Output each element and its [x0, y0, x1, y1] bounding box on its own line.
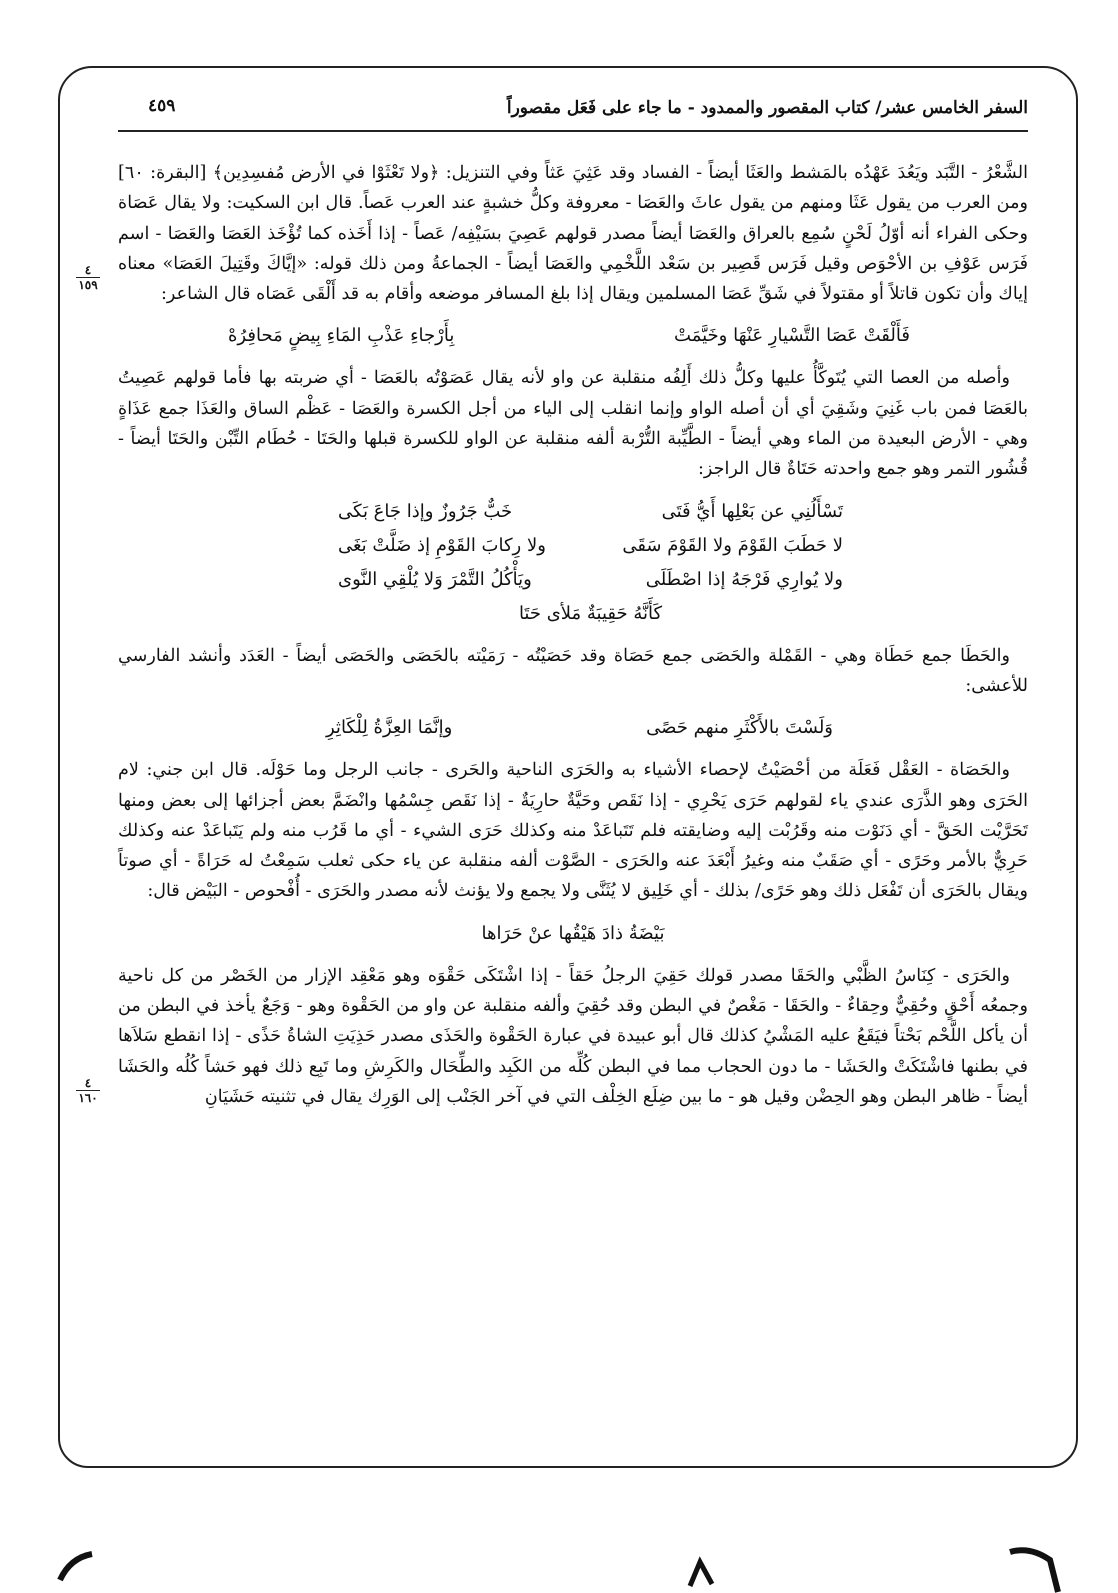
verse-first-hemistich: تَسْأَلُنِي عن بَعْلِها أَيُّ فَتَى	[661, 500, 843, 522]
margin-page: ١٦٠	[78, 1091, 98, 1105]
verse-line	[118, 529, 1028, 563]
verse-second-hemistich: بِأَرْجاءِ عَذْبِ المَاءِ بِيضٍ مَحافِرُهْ	[228, 325, 455, 347]
page-body	[118, 158, 1028, 1112]
verse-single-hemistich: بَيْضَةُ ذادَ هَيْقُها عنْ حَرَاها	[481, 922, 665, 944]
verse-second-hemistich: ولا رِكابَ القَوْمِ إذ ضَلَّتْ بَغَى	[338, 534, 546, 556]
verse-second-hemistich: خَبٌّ جَرُوزٌ وإذا جَاعَ بَكَى	[338, 500, 513, 522]
paragraph: وأصله من العصا التي يُتَوكَّأُ عليها وكلُّ ذلك أَلِفُه منقلبة عن واو لأنه يقال عَصَوْتُه بالعَصَا - أي ضربته بها فأما قولهم عَصِيتُ بالعَصَا فمن باب غَنِيَ وشَقِيَ أي أن أصله الواو وإنما انقلب إلى الياء من أجل الكسرة والعَصَا - عَظْم الساق والعَذَا جمع عَذَاةٍ وهي - الأرض البعيدة من الماء وهي أيضاً - الطَّيِّبة التُّرْبة ألفه منقلبة عن الواو للكسرة قبلها والحَتَا - حُطَام التِّبْن والحَتَا أيضاً - قُشُور التمر وهو جمع واحدته حَتَاةٌ قال الراجز:	[118, 368, 1028, 480]
page-header	[118, 94, 1028, 132]
verse-line	[118, 563, 1028, 597]
verse-line	[118, 495, 1028, 529]
margin-page: ١٥٩	[78, 278, 98, 292]
verse-block	[118, 319, 1028, 353]
verse-first-hemistich: لا حَطَبَ القَوْمَ ولا القَوْمَ سَقَى	[622, 534, 843, 556]
verse-line-centered	[118, 597, 1028, 631]
verse-second-hemistich: ويَأْكُلُ التَّمْرَ وَلا يُلْقِي النَّوى	[338, 568, 532, 590]
verse-line	[118, 319, 1028, 353]
verse-block	[118, 711, 1028, 745]
paragraph: والحَرَى - كِنَاسُ الظَّبْي والحَقَا مصدر قولك حَقِيَ الرجلُ حَقاً - إذا اشْتَكَى حَقْوَه وهو مَعْقِد الإزار من الخَصْر من كل ناحية وجمعُه أَحْقٍ وحُقِيٌّ وحِقاءٌ - والحَقَا - مَغْصٌ في البطن وقد حُقِيَ وألفه منقلبة عن واو من الحَقْوة وهو - وَجَعٌ يأخذ في البطن من أن يأكل اللَّحْم بَحْتاً فيَقَعُ عليه المَشْيُ كذلك قال أبو عبيدة في عبارة الحَقْوة والحَذَى مصدر حَذِيَتِ الشاةُ حَذًى - إذا انقطع سَلاَها في بطنها فاشْتَكَتْ والحَشَا - ما دون الحجاب مما في البطن كُلِّه من الكَبِد والطِّحَال والكَرِشِ وما تَبِع ذلك فهو حَشاً كُلُه والحَشَا أيضاً - ظاهر البطن وهو الحِضْن وقيل هو - ما بين ضِلَع الخِلْف التي في آخر الجَنْب إلى الوَرِك يقال في تثنيته حَشَيَانِ	[118, 965, 1028, 1107]
margin-volume: ٤	[76, 263, 100, 278]
verse-first-hemistich: فَأَلْقَتْ عَصَا التَّسْيارِ عَنْهَا وخَيَّمَتْ	[674, 325, 910, 347]
verse-second-hemistich: وإنَّمَا العِزَّةُ لِلْكَاثِرِ	[326, 717, 453, 739]
scan-artifact	[0, 1540, 1118, 1593]
verse-first-hemistich: ولا يُوارِي فَرْجَهُ إذا اصْطَلَى	[645, 568, 843, 590]
verse-first-hemistich: وَلَسْتَ بالأَكْثَرِ منهم حَصًى	[646, 717, 833, 739]
paragraph: الشَّعْرُ - التَّبَد ويَعُدَ عَهْدُه بالمَشط والعَثَا أيضاً - الفساد وقد عَثِيَ عَثاً وفي التنزيل: ﴿ولا تَعْثَوْا في الأرض مُفسِدِين﴾ [البقرة: ٦٠] ومن العرب من يقول عَثَا ومنهم من يقول عاثَ والعَصَا - معروفة وكلُّ خشبةٍ عند العرب عَصاً. قال ابن السكيت: ولا يقال عَصَاة وحكى الفراء أنه أوّلُ لَحْنٍ سُمِع بالعراق والعَصَا أيضاً مصدر قولهم عَصِيَ بسَيْفِه/ عَصاً - إذا أَخَذه كما تُؤْخَذ العَصَا والعَصَا - اسم فَرَس عَوْفِ بن الأحْوَص وقيل فَرَس قَصِير بن سَعْد اللَّخْمِي والعَصَا أيضاً - الجماعةُ ومن ذلك قوله: «إيَّاكَ وقَتِيلَ العَصَا» معناه إياك وأن تكون قاتلاً أو مقتولاً في شَقِّ عَصَا المسلمين ويقال إذا بلغ المسافر موضعه وأقام به قد أَلْقَى عَصَاه قال الشاعر:	[118, 163, 1028, 305]
margin-reference	[76, 263, 100, 292]
verse-final-line: كَأَنَّهُ حَقِيبَةٌ مَلأى حَتَا	[518, 602, 663, 624]
paragraph: والحَطَا جمع حَطَاة وهي - القَمْلة والحَصَى جمع حَصَاة وقد حَصَيْتُه - رَمَيْته بالحَصَى والحَصَى أيضاً - العَدَد وأنشد الفارسي للأعشى:	[118, 645, 1028, 696]
paragraph: والحَصَاة - العَقْل فَعَلَة من أحْصَيْتُ لإحصاء الأشياء به والحَرَى الناحية والحَرى - جانب الرجل وما حَوْلَه. قال ابن جني: لام الحَرَى وهو الذَّرَى عندي ياء لقولهم حَرَى يَحْرِي - إذا نَقَص وحَيَّةٌ حارِيَةٌ - إذا نَقَص جِسْمُها وانْضَمَّ بعض أجزائها إلى بعض ومنها تَحَرَّيْت الحَقَّ - أي دَنَوْت منه وقَرُبْت إليه وضايقته فلم تَتَباعَدْ منه وكذلك حَرَى الشيء - أي ما قَرُب منه ولم يَتَباعَدْ عنه وكذلك حَرِيٌّ بالأمر وحَرًى - أي صَقَبٌ منه وغيرُ أَبْعَدَ عنه والحَرَى - الصَّوْت ألفه منقلبة عن ياء حكى ثعلب سَمِعْتُ له حَرَاةً - أي صوتاً ويقال بالحَرَى أن تَفْعَل ذلك وهو حَرًى/ بذلك - أي خَلِيق لا يُثَنَّى ولا يجمع ولا يؤنث لأنه مصدر والحَرَى - أُفْحوص - البَيْض قال:	[118, 760, 1028, 902]
verse-block	[118, 917, 1028, 951]
verse-line-centered	[118, 917, 1028, 951]
rajaz-block	[118, 495, 1028, 631]
margin-volume: ٤	[76, 1076, 100, 1091]
verse-line	[118, 711, 1028, 745]
running-head: السفر الخامس عشر/ كتاب المقصور والممدود - ما جاء على فَعَل مقصوراً	[506, 98, 1028, 118]
margin-reference	[76, 1076, 100, 1105]
page-number: ٤٥٩	[148, 96, 176, 116]
